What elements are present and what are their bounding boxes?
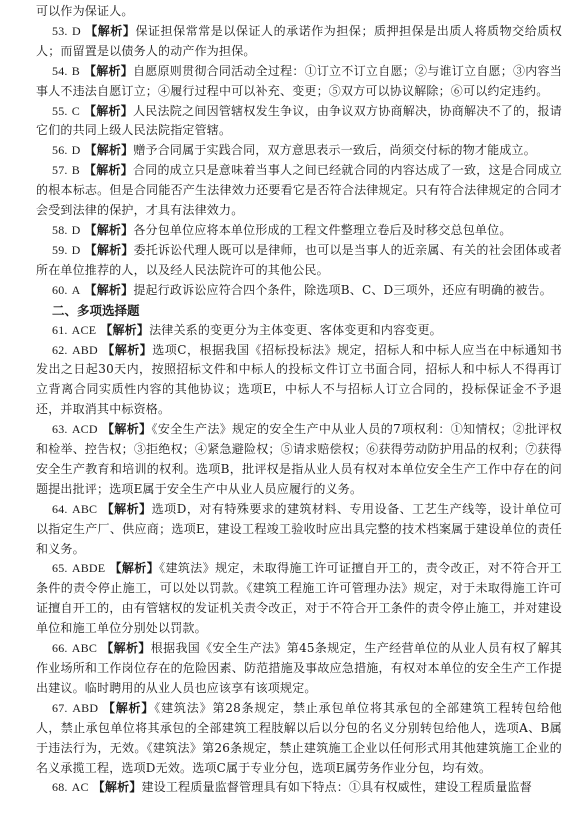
item-tag: 【解析】 bbox=[102, 342, 153, 357]
item-text: 提起行政诉讼应符合四个条件，除选项B、C、D三项外，还应有明确的被告。 bbox=[133, 282, 552, 297]
item-text: 选项D，对有特殊要求的建筑材料、专用设备、工艺生产线等，设计单位可以指定生产厂、供应商；选项E，建设工程竣工验收时应出具完整的技术档案属于建设单位的责任和义务。 bbox=[36, 501, 563, 556]
item-tag: 【解析】 bbox=[85, 23, 136, 38]
item-text: 根据我国《安全生产法》第45条规定，生产经营单位的从业人员有权了解其作业场所和工作岗位存在的危险因素、防范措施及事故应急措施，有权对本单位的安全生产工作提出建议。临时聘用的从业人员也应该享有该项规定。 bbox=[36, 641, 563, 695]
answer-item bbox=[36, 321, 562, 341]
item-number: 64. bbox=[52, 501, 68, 516]
answer-item bbox=[36, 141, 562, 161]
item-tag: 【解析】 bbox=[101, 501, 152, 516]
answer-item bbox=[36, 341, 562, 421]
item-number: 65. bbox=[52, 561, 68, 576]
item-text: 保证担保常常是以保证人的承诺作为担保；质押担保是出质人将质物交给质权人；而留置是以债务人的动产作为担保。 bbox=[36, 23, 562, 58]
item-answer: D bbox=[71, 242, 81, 257]
item-number: 62. bbox=[52, 342, 68, 357]
answer-item bbox=[36, 161, 562, 221]
item-tag: 【解析】 bbox=[92, 780, 142, 795]
item-answer: A bbox=[71, 282, 81, 297]
item-text: 合同的成立只是意味着当事人之间已经就合同的内容达成了一致，这是合同成立的根本标志。但是合同能否产生法律效力还要看它是否符合法律规定。只有符合法律规定的合同才会受到法律的保护，才具有法律效力。 bbox=[36, 163, 563, 218]
item-tag: 【解析】 bbox=[84, 242, 134, 257]
item-answer: ABD bbox=[72, 700, 99, 715]
item-tag: 【解析】 bbox=[84, 222, 134, 237]
item-text: 选项C，根据我国《招标投标法》规定，招标人和中标人应当在中标通知书发出之日起30天内，按照招标文件和中标人的投标文件订立书面合同，招标人和中标人不得再订立背离合同实质性内容的其他协议；选项E，中标人不与招标人订立合同的，投标保证金不予退还，并取消其中标资格。 bbox=[36, 342, 562, 417]
item-answer: B bbox=[71, 163, 80, 178]
answer-item bbox=[36, 102, 562, 142]
section-title: 二、多项选择题 bbox=[52, 302, 140, 318]
item-text: 《安全生产法》规定的安全生产中从业人员的7项权利：①知情权；②批评权和检举、控告权；③拒绝权；④紧急避险权；⑤请求赔偿权；⑥获得劳动防护用品的权利；⑦获得安全生产教育和培训的权利。选项B，批评权是指从业人员有权对本单位安全生产工作中存在的问题提出批评；选项E属于安全生产中从业人员应履行的义务。 bbox=[36, 422, 562, 496]
item-tag: 【解析】 bbox=[83, 163, 134, 178]
item-tag: 【解析】 bbox=[102, 700, 155, 715]
item-tag: 【解析】 bbox=[84, 282, 134, 297]
item-text: 建设工程质量监督管理具有如下特点：①具有权威性，建设工程质量监督 bbox=[141, 780, 532, 795]
item-answer: D bbox=[71, 143, 81, 158]
item-text: 法律关系的变更分为主体变更、客体变更和内容变更。 bbox=[149, 322, 442, 337]
intro-line: 可以作为保证人。 bbox=[36, 4, 134, 18]
item-tag: 【解析】 bbox=[83, 63, 134, 78]
item-answer: ABC bbox=[71, 641, 98, 656]
item-answer: D bbox=[71, 222, 81, 237]
item-text: 自愿原则贯彻合同活动全过程：①订立不订立自愿；②与谁订立自愿；③内容当事人不违法自愿订立；④履行过程中可以补充、变更；⑤双方可以协议解除；⑥可以约定违约。 bbox=[36, 63, 563, 98]
item-number: 57. bbox=[52, 163, 68, 178]
item-text: 《建筑法》第28条规定，禁止承包单位将其承包的全部建筑工程转包给他人，禁止承包单位将其承包的全部建筑工程肢解以后以分包的名义分别转包给他人，选项A、B属于违法行为，无效。《建筑法》第26条规定，禁止建筑施工企业以任何形式用其他建筑施工企业的名义承揽工程，选项D无效。选项C属于专业分包，选项E属劳务作业分包，均有效。 bbox=[36, 700, 562, 775]
item-text: 委托诉讼代理人既可以是律师，也可以是当事人的近亲属、有关的社会团体或者所在单位推荐的人，以及经人民法院许可的其他公民。 bbox=[36, 242, 562, 277]
item-answer: ACE bbox=[71, 322, 97, 337]
item-text: 《建筑法》规定，未取得施工许可证擅自开工的，责令改正，对不符合开工条件的责令停止施工，可以处以罚款。《建筑工程施工许可管理办法》规定，对于未取得施工许可证擅自开工的，由有管辖权的发证机关责令改正，对于不符合开工条件的责令停止施工，并对建设单位和施工单位分别处以罚款。 bbox=[36, 561, 563, 636]
answer-item bbox=[36, 281, 562, 301]
answer-item bbox=[36, 22, 562, 62]
item-text: 赠予合同属于实践合同，双方意思表示一致后，尚须交付标的物才能成立。 bbox=[133, 143, 536, 158]
item-text: 各分包单位应将本单位形成的工程文件整理立卷后及时移交总包单位。 bbox=[133, 222, 512, 237]
answer-item bbox=[36, 62, 562, 102]
item-number: 54. bbox=[52, 63, 68, 78]
item-tag: 【解析】 bbox=[101, 422, 152, 437]
item-number: 66. bbox=[52, 641, 68, 656]
item-number: 53. bbox=[52, 23, 68, 38]
item-answer: ACD bbox=[71, 422, 98, 437]
item-answer: ABC bbox=[71, 501, 98, 516]
item-tag: 【解析】 bbox=[83, 103, 134, 118]
item-tag: 【解析】 bbox=[101, 641, 151, 656]
item-number: 55. bbox=[52, 103, 68, 118]
answer-item bbox=[36, 500, 562, 560]
answer-item bbox=[36, 241, 562, 281]
item-tag: 【解析】 bbox=[100, 322, 150, 337]
item-number: 68. bbox=[52, 780, 68, 795]
item-answer: ABDE bbox=[71, 561, 106, 576]
item-number: 60. bbox=[52, 282, 68, 297]
item-number: 61. bbox=[52, 322, 68, 337]
item-answer: C bbox=[71, 103, 80, 118]
item-tag: 【解析】 bbox=[84, 143, 134, 158]
item-tag: 【解析】 bbox=[109, 561, 160, 576]
item-answer: B bbox=[71, 63, 80, 78]
item-answer: D bbox=[71, 23, 81, 38]
single-choice-answers bbox=[36, 22, 563, 301]
item-answer: AC bbox=[71, 780, 89, 795]
item-number: 63. bbox=[52, 422, 68, 437]
answer-item bbox=[36, 778, 562, 798]
item-number: 56. bbox=[52, 143, 68, 158]
multiple-choice-answers bbox=[36, 321, 563, 799]
answer-item bbox=[36, 559, 562, 639]
item-number: 58. bbox=[52, 222, 68, 237]
item-number: 67. bbox=[52, 700, 68, 715]
item-number: 59. bbox=[52, 242, 68, 257]
item-answer: ABD bbox=[71, 342, 98, 357]
answer-item bbox=[36, 639, 562, 699]
answer-item bbox=[36, 420, 562, 500]
answer-item bbox=[36, 221, 562, 241]
answer-item bbox=[36, 699, 562, 779]
item-text: 人民法院之间因管辖权发生争议，由争议双方协商解决，协商解决不了的，报请它们的共同上级人民法院指定管辖。 bbox=[36, 103, 563, 138]
